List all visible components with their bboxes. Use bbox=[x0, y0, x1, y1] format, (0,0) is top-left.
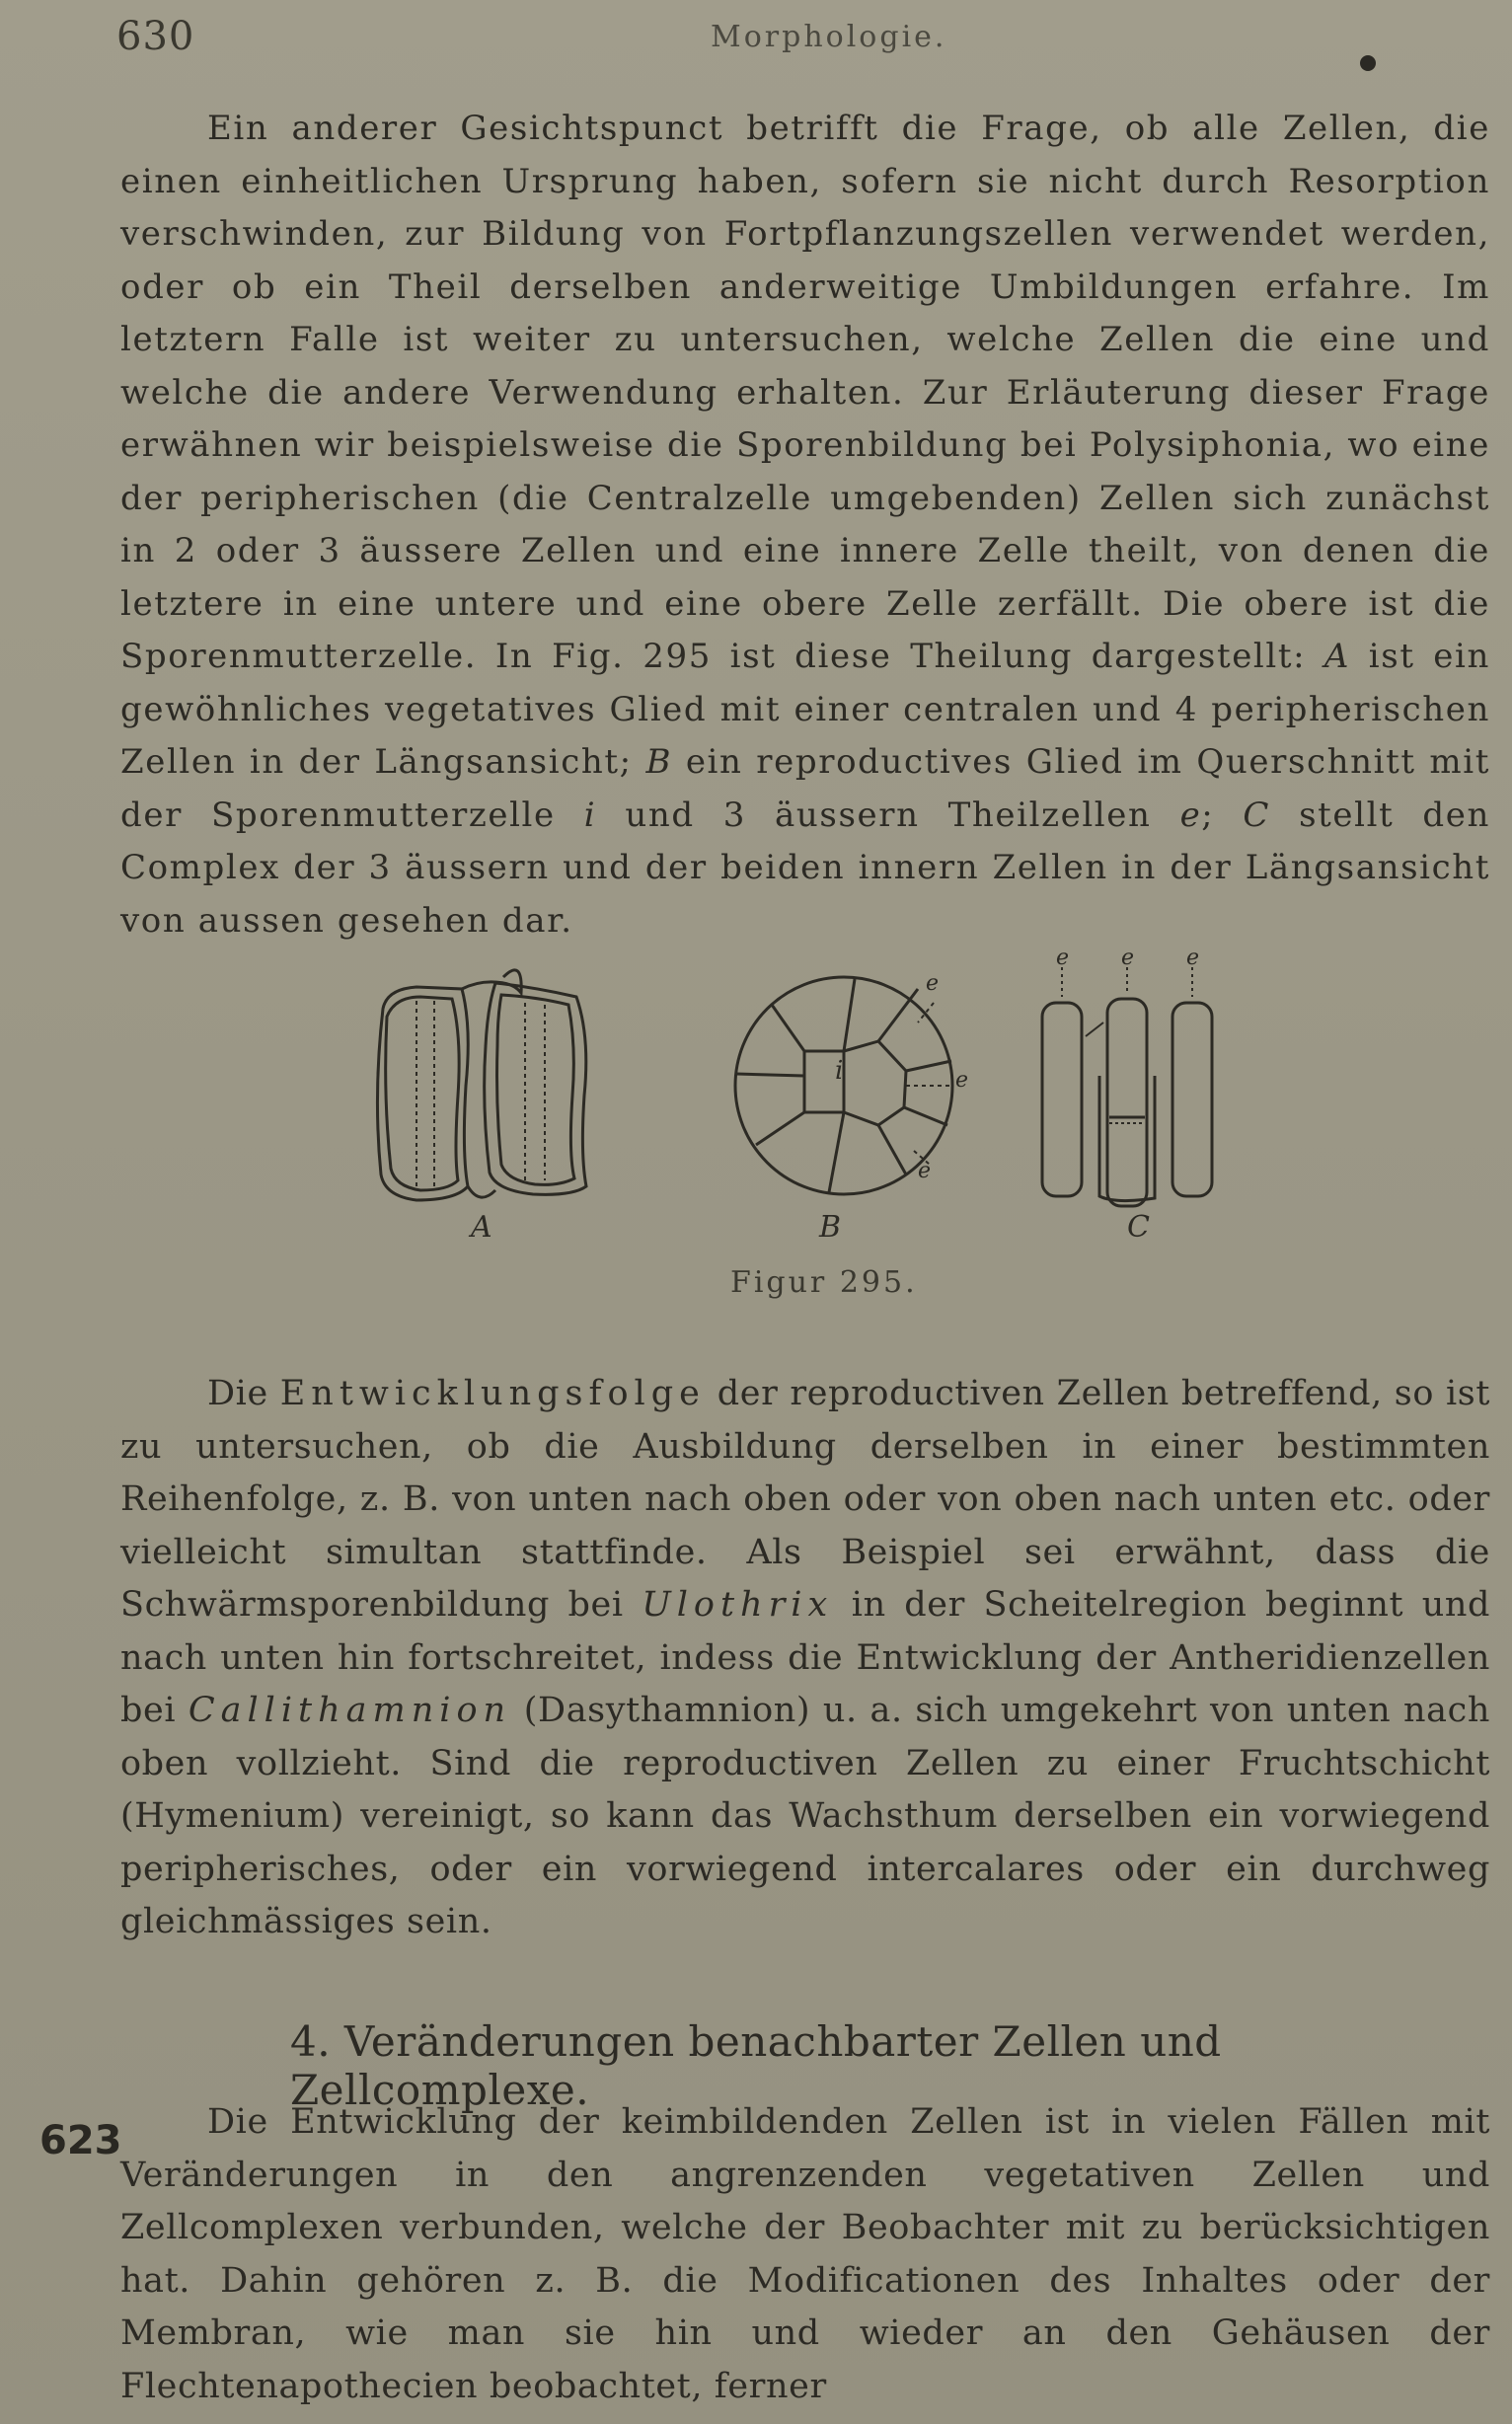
paragraph1-b-text: ein reproductives Glied im Querschnitt mit der Sporenmutterzelle bbox=[120, 742, 1491, 835]
figure-label-e-top: e bbox=[926, 971, 940, 996]
page-header bbox=[0, 14, 1512, 73]
symbol-b: B bbox=[645, 742, 673, 782]
figure-label-b: B bbox=[819, 1210, 842, 1245]
figure-295 bbox=[365, 928, 1253, 1263]
section-heading: 4. Veränderungen benachbarter Zellen und Zellcomplexe. bbox=[290, 2017, 1222, 2114]
symbol-i: i bbox=[583, 795, 597, 835]
figure-caption: Figur 295. bbox=[730, 1265, 918, 1300]
symbol-c: C bbox=[1243, 795, 1271, 835]
figure-a-drawing bbox=[377, 970, 586, 1200]
paragraph2-lead: Die bbox=[207, 1374, 280, 1413]
figure-label-e-c1: e bbox=[1056, 946, 1070, 970]
genus-ulothrix: Ulothrix bbox=[642, 1585, 834, 1625]
symbol-e: e bbox=[1179, 795, 1202, 835]
figure-label-e-c2: e bbox=[1121, 946, 1135, 970]
paragraph1-c-text: stellt den Complex der 3 äussern und der beiden innern Zellen in der Längsansicht von aussen gesehen dar. bbox=[120, 795, 1490, 941]
figure-drawing bbox=[365, 928, 1253, 1263]
paragraph1-a-text: ist ein gewöhnliches vegetatives Glied mit einer centralen und 4 peripherischen Zellen in der Längsansicht; bbox=[120, 637, 1490, 782]
figure-label-c: C bbox=[1127, 1210, 1150, 1245]
figure-label-e-bottom: e bbox=[918, 1159, 932, 1183]
paragraph1-text: Ein anderer Gesichtspunct betrifft die Frage, ob alle Zellen, die einen einheitlichen Ursprung haben, sofern sie nicht durch Resorption verschwinden, zur Bildung von Fortpflanzungszellen verwendet werden, oder ob ein Theil derselben anderweitige Umbildungen erfahre. Im letztern Falle ist weiter zu untersuchen, welche Zellen die eine und welche die andere Verwendung erhalten. Zur Erläuterung dieser Frage erwähnen wir beispielsweise die Sporenbildung bei Polysiphonia, wo eine der peripherischen (die Centralzelle umgebenden) Zellen sich zunächst in 2 oder 3 äussere Zellen und eine innere Zelle theilt, von denen die letztere in eine untere und eine obere Zelle zerfällt. Die obere ist die Sporenmutterzelle. In Fig. 295 ist diese Theilung dargestellt: bbox=[120, 109, 1490, 676]
ink-speck bbox=[1360, 55, 1376, 71]
paragraph-sporenbildung bbox=[120, 103, 1490, 947]
figure-label-i: i bbox=[835, 1056, 844, 1086]
paragraph2-spaced-word: Entwicklungsfolge bbox=[279, 1374, 706, 1413]
figure-c-drawing bbox=[1042, 967, 1212, 1206]
paragraph-entwicklungsfolge bbox=[120, 1368, 1490, 1949]
figure-label-e-right: e bbox=[955, 1068, 969, 1093]
page-number: 630 bbox=[116, 14, 195, 59]
paragraph2-text3: (Dasythamnion) u. a. sich umgekehrt von unten nach oben vollzieht. Sind die reproductiven Zellen zu einer Fruchtschicht (Hymenium) vereinigt, so kann das Wachsthum derselben ein vorwiegend peripherisches, oder ein vorwiegend intercalares oder ein durchweg gleichmässiges sein. bbox=[120, 1691, 1490, 1941]
margin-section-number: 623 bbox=[39, 2118, 122, 2163]
paragraph1-e-text: ; bbox=[1201, 795, 1244, 835]
symbol-a: A bbox=[1323, 637, 1351, 676]
paragraph2-text1: der reproductiven Zellen betreffend, so ist zu untersuchen, ob die Ausbildung derselben in einer bestimmten Reihenfolge, z. B. von unten nach oben oder von oben nach unten etc. oder vielleicht simultan stattfinde. Als Beispiel sei erwähnt, dass die Schwärmsporenbildung bei bbox=[120, 1374, 1490, 1625]
figure-label-e-c3: e bbox=[1186, 946, 1200, 970]
paragraph1-i-text: und 3 äussern Theilzellen bbox=[596, 795, 1180, 835]
genus-callithamnion: Callithamnion bbox=[188, 1691, 512, 1730]
figure-label-a: A bbox=[471, 1210, 492, 1245]
paragraph3-text: Die Entwicklung der keimbildenden Zellen ist in vielen Fällen mit Veränderungen in den angrenzenden vegetativen Zellen und Zellcomplexen verbunden, welche der Beobachter mit zu berücksichtigen hat. Dahin gehören z. B. die Modificationen des Inhaltes oder der Membran, wie man sie hin und wieder an den Gehäusen der Flechtenapothecien beobachtet, ferner bbox=[120, 2102, 1490, 2406]
paragraph2-text2: in der Scheitelregion beginnt und nach unten hin fortschreitet, indess die Entwicklung der Antheridienzellen bei bbox=[120, 1585, 1490, 1730]
paragraph-keimbildende-zellen bbox=[120, 2096, 1490, 2413]
running-head: Morphologie. bbox=[711, 20, 947, 54]
